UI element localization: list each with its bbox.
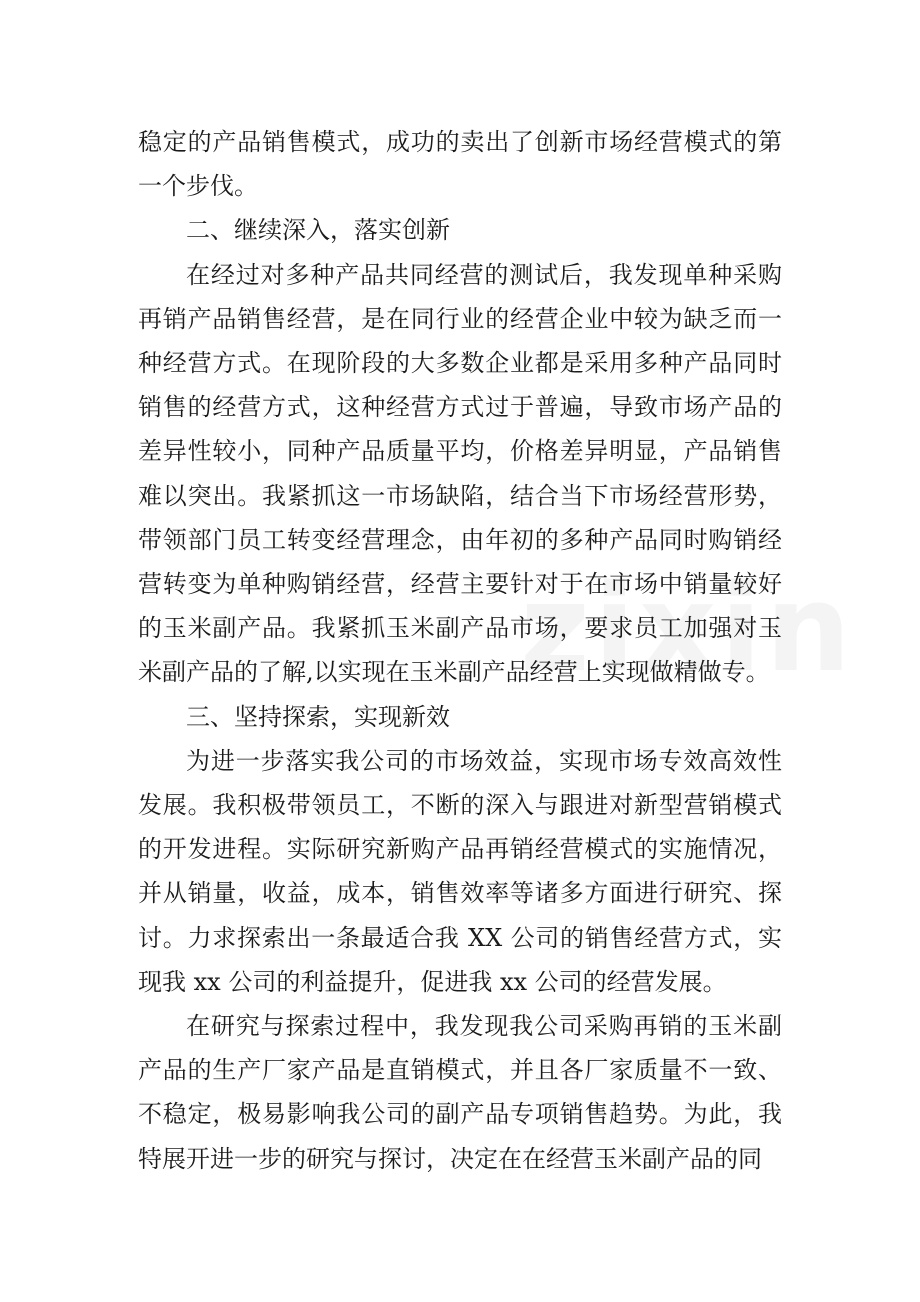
section-heading-2: 二、继续深入，落实创新 xyxy=(186,216,450,245)
paragraph: 为进一步落实我公司的市场效益，实现市场专效高效性发展。我积极带领员工，不断的深入与跟进对新型营销模式的开发进程。实际研究新购产品再销经营模式的实施情况，并从销量，收益，成本，销售效率等诸多方面进行研究、探讨。力求探索出一条最适合我 XX 公司的销售经营方式，实现我 xx 公司的利益提升，促进我 xx 公司的经营发展。 xyxy=(138,746,782,996)
section-heading-3: 三、坚持探索，实现新效 xyxy=(186,702,450,731)
document-body xyxy=(138,120,782,1181)
paragraph-continuation: 稳定的产品销售模式，成功的卖出了创新市场经营模式的第一个步伐。 xyxy=(138,128,782,201)
paragraph: 在经过对多种产品共同经营的测试后，我发现单种采购再销产品销售经营，是在同行业的经营企业中较为缺乏而一种经营方式。在现阶段的大多数企业都是采用多种产品同时销售的经营方式，这种经营方式过于普遍，导致市场产品的差异性较小，同种产品质量平均，价格差异明显，产品销售难以突出。我紧抓这一市场缺陷，结合当下市场经营形势，带领部门员工转变经营理念，由年初的多种产品同时购销经营转变为单种购销经营，经营主要针对于在市场中销量较好的玉米副产品。我紧抓玉米副产品市场，要求员工加强对玉米副产品的了解,以实现在玉米副产品经营上实现做精做专。 xyxy=(138,260,782,687)
paragraph: 在研究与探索过程中，我发现我公司采购再销的玉米副产品的生产厂家产品是直销模式，并且各厂家质量不一致、不稳定，极易影响我公司的副产品专项销售趋势。为此，我特展开进一步的研究与探讨，决定在在经营玉米副产品的同 xyxy=(138,1012,782,1173)
